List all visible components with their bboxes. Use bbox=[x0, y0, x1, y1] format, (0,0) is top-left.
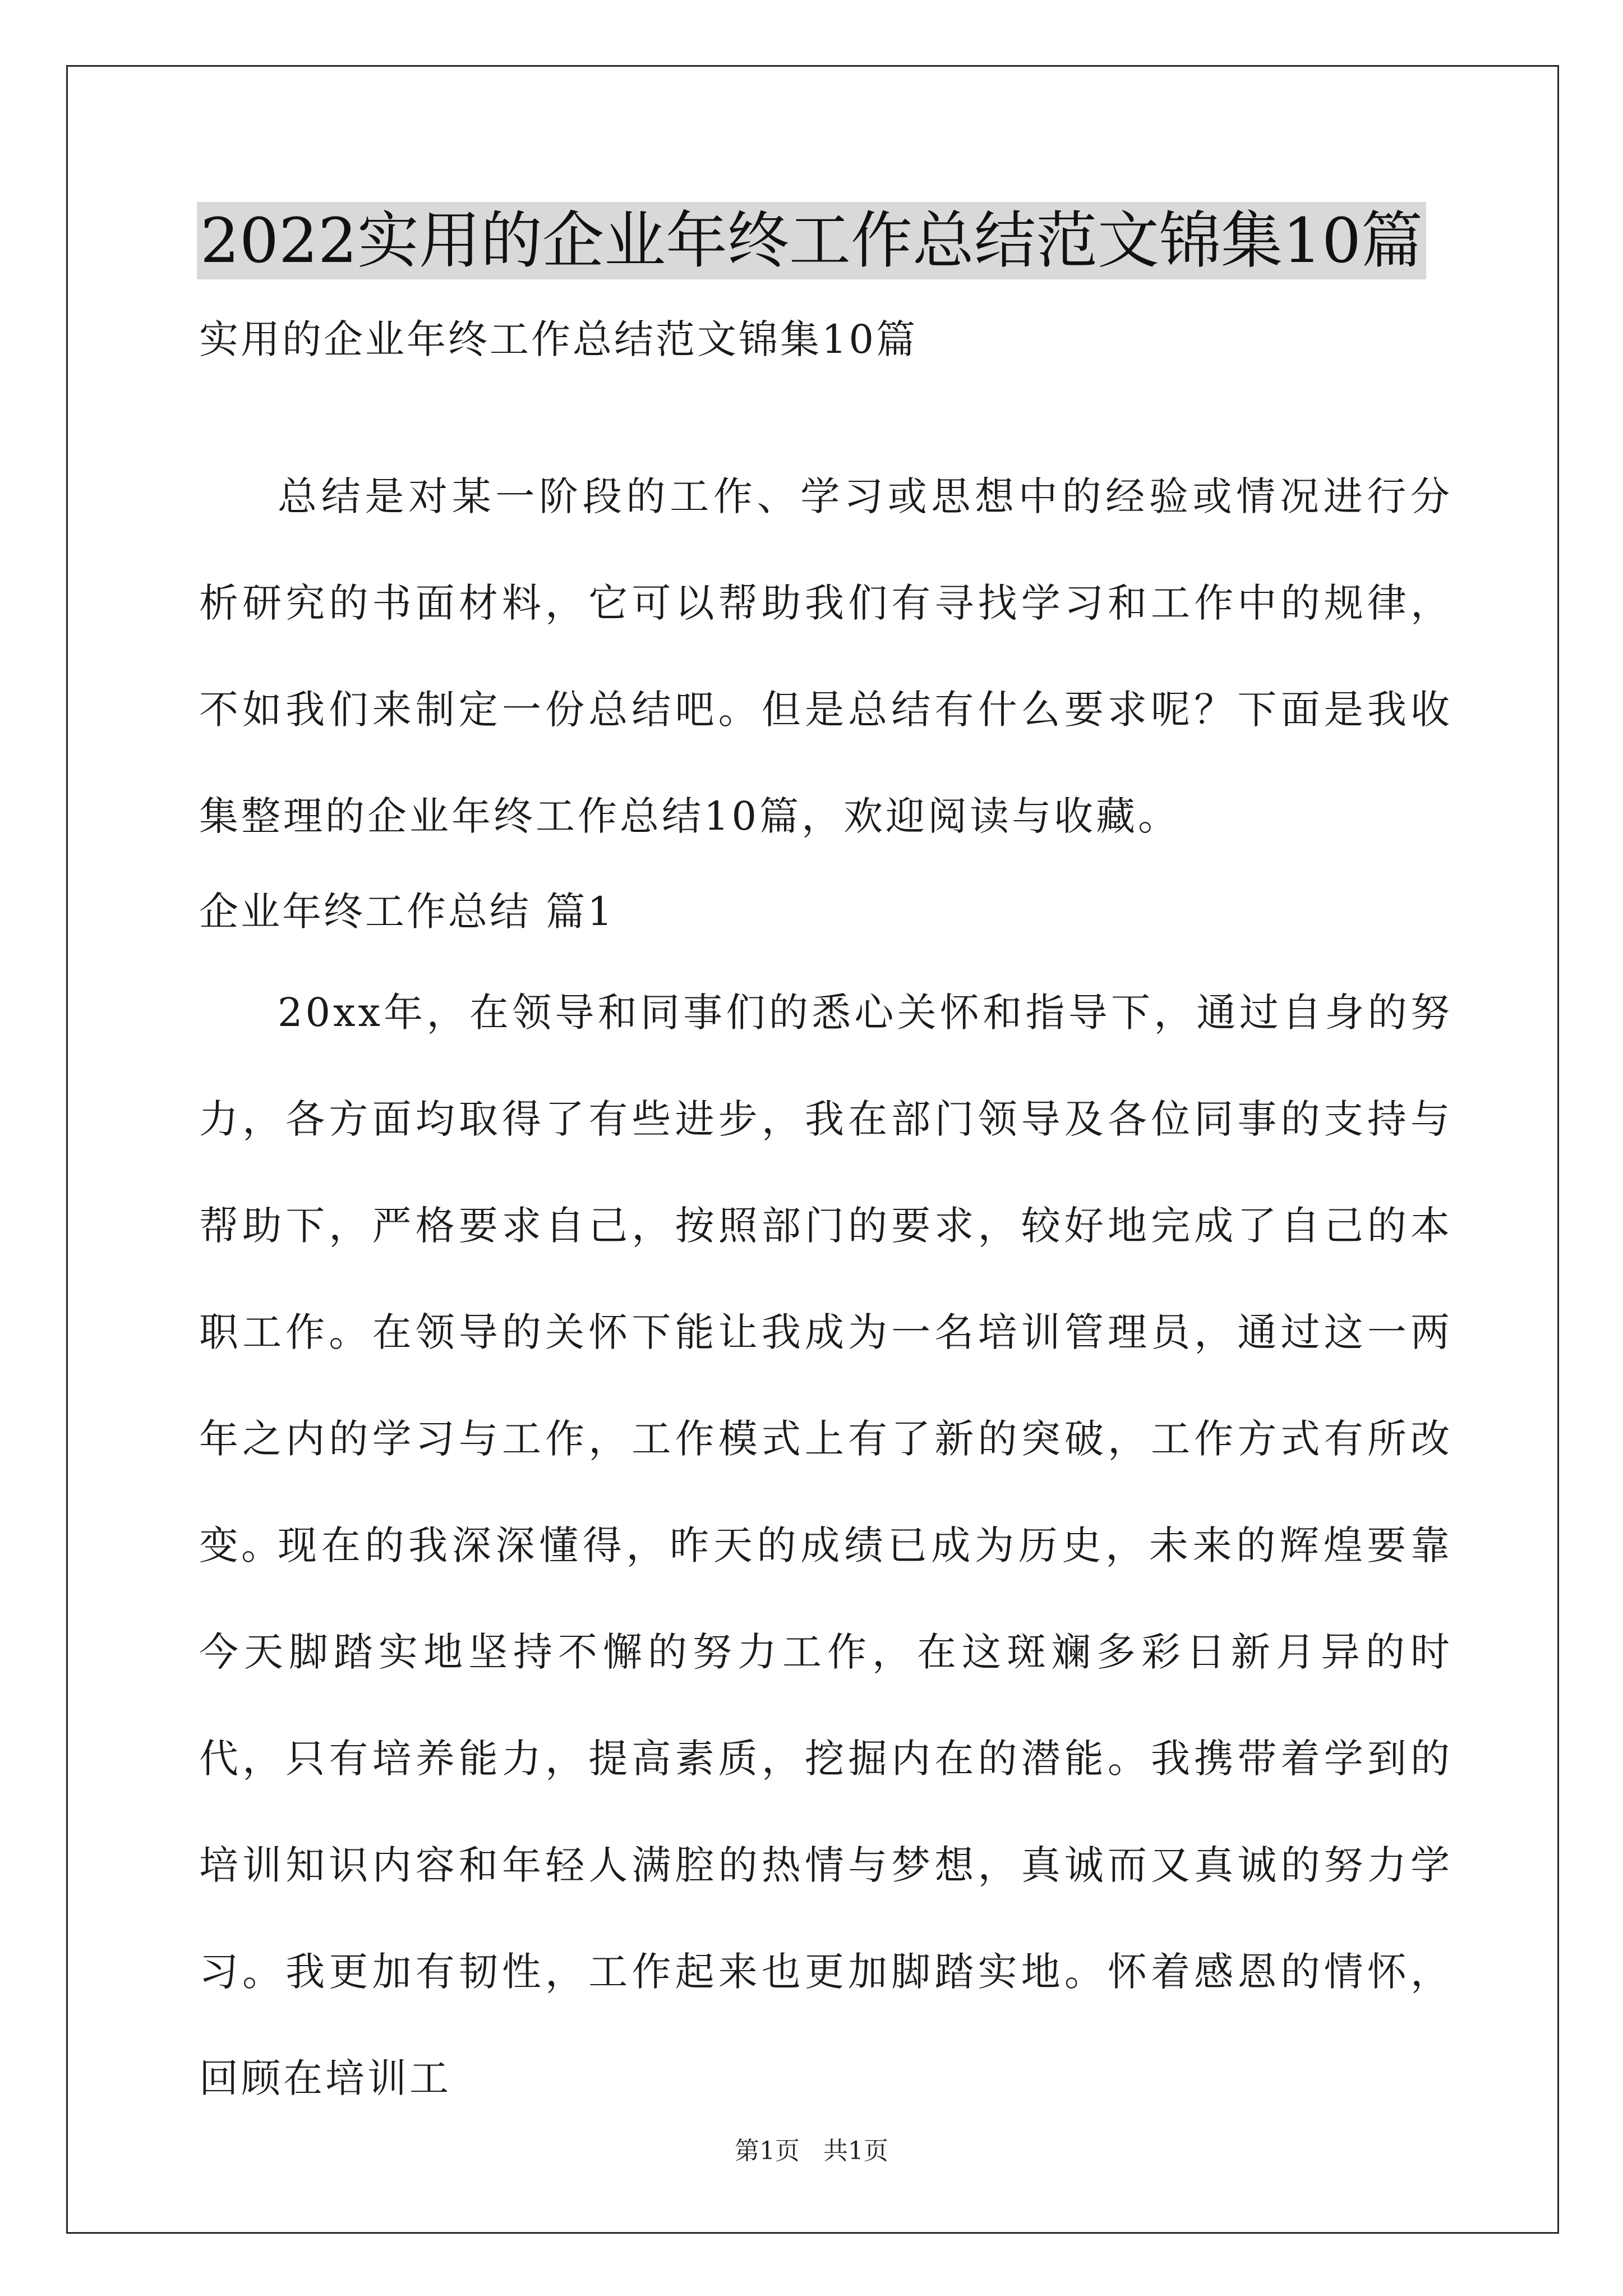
page-footer bbox=[0, 2137, 1623, 2165]
page-number-current: 第1页 bbox=[735, 2137, 800, 2165]
body-paragraph-1: 20xx年，在领导和同事们的悉心关怀和指导下，通过自身的努力，各方面均取得了有些进步，我在部门领导及各位同事的支持与帮助下，严格要求自己，按照部门的要求，较好地完成了自己的本职工作。在领导的关怀下能让我成为一名培训管理员，通过这一两年之内的学习与工作，工作模式上有了新的突破，工作方式有所改变。 bbox=[199, 990, 1453, 1568]
document-subtitle: 实用的企业年终工作总结范文锦集10篇 bbox=[199, 316, 918, 362]
title-container bbox=[0, 202, 1623, 279]
body-paragraph-2: 现在的我深深懂得，昨天的成绩已成为历史，未来的辉煌要靠今天脚踏实地坚持不懈的努力工作，在这斑斓多彩日新月异的时代，只有培养能力，提高素质，挖掘内在的潜能。我携带着学到的培训知识内容和年轻人满腔的热情与梦想，真诚而又真诚的努力学习。我更加有韧性，工作起来也更加脚踏实地。怀着感恩的情怀，回顾在培训工 bbox=[199, 1522, 1453, 2101]
page-number-total: 共1页 bbox=[823, 2137, 888, 2165]
document-title: 2022实用的企业年终工作总结范文锦集10篇 bbox=[197, 202, 1426, 279]
intro-paragraph: 总结是对某一阶段的工作、学习或思想中的经验或情况进行分析研究的书面材料，它可以帮助我们有寻找学习和工作中的规律，不如我们来制定一份总结吧。但是总结有什么要求呢？下面是我收集整理的企业年终工作总结10篇，欢迎阅读与收藏。 bbox=[199, 473, 1453, 839]
section-heading: 企业年终工作总结 篇1 bbox=[199, 889, 615, 935]
